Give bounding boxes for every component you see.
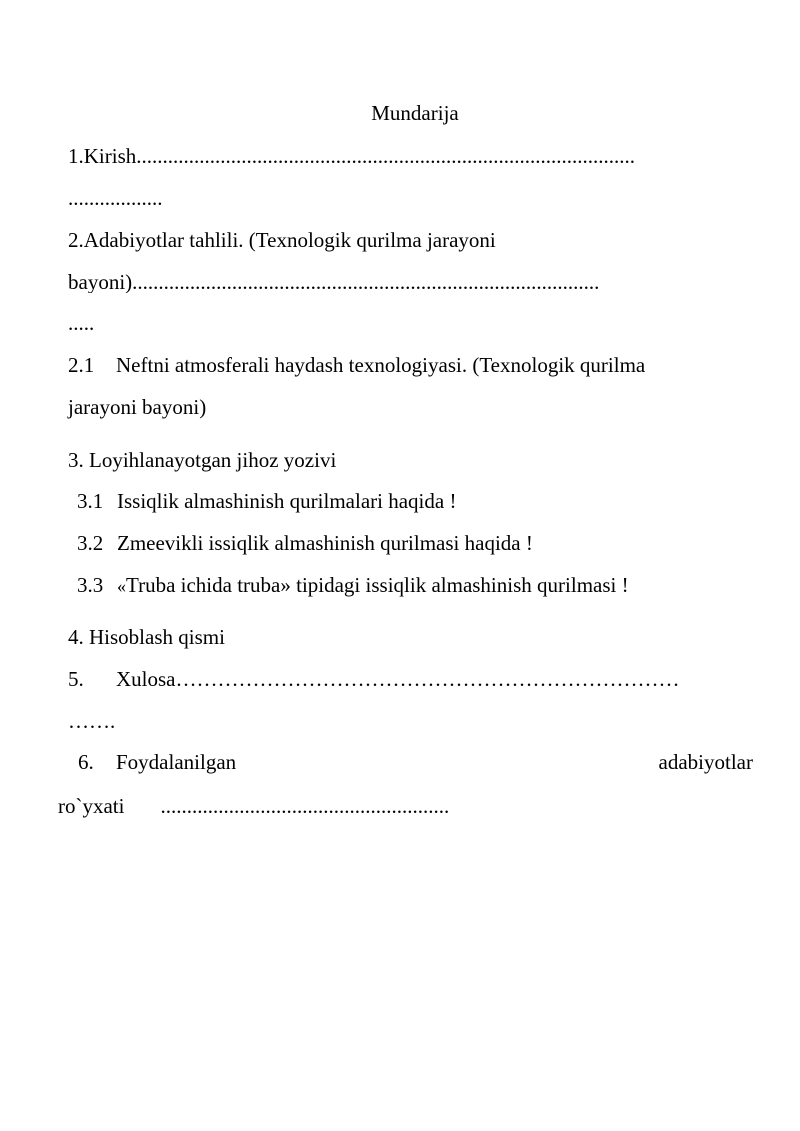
toc-entry-literature-line1: 2.Adabiyotlar tahlili. (Texnologik qurilma jarayoni [68, 228, 496, 252]
toc-5-number: 5. [68, 669, 84, 690]
toc-5-leader: ……………………………………………………………… [175, 669, 680, 690]
toc-entry-3: 3. Loyihlanayotgan jihoz yozivi [68, 448, 337, 472]
toc-3-3-title: Truba ichida truba» tipidagi issiqlik almashinish qurilmasi ! [126, 573, 629, 597]
toc-entry-3-2 [77, 533, 533, 554]
toc-literature-label-cont: bayoni) [68, 272, 133, 293]
toc-5-leader-cont: ……. [68, 709, 116, 733]
toc-entry-literature-line2 [68, 272, 748, 293]
toc-6-leader: ....................................................... [160, 794, 450, 818]
toc-5-title: Xulosa [116, 669, 176, 690]
toc-intro-leader-cont: .................. [68, 186, 163, 210]
toc-6-line2 [58, 796, 449, 817]
toc-entry-5 [68, 669, 740, 690]
toc-3-3-number: 3.3 [77, 573, 104, 597]
toc-entry-6 [78, 752, 236, 773]
toc-entry-2-1 [68, 355, 645, 376]
toc-3-1-title: Issiqlik almashinish qurilmalari haqida ! [117, 489, 457, 513]
toc-intro-leader: ............................................................................................... [136, 146, 635, 167]
toc-entry-3-1 [77, 491, 456, 512]
toc-literature-leader: ......................................................................................... [132, 272, 600, 293]
toc-3-3-quote: « [117, 576, 126, 596]
toc-3-1-number: 3.1 [77, 489, 104, 513]
toc-intro-label: 1.Kirish [68, 146, 137, 167]
toc-2-1-title-cont: jarayoni bayoni) [68, 395, 207, 419]
toc-6-word2: adabiyotlar [658, 750, 753, 774]
toc-entry-3-3 [77, 575, 629, 596]
toc-3-2-number: 3.2 [77, 531, 104, 555]
toc-literature-leader-cont: ..... [68, 311, 95, 335]
toc-6-title-cont: ro`yxati [58, 794, 125, 818]
toc-3-2-title: Zmeevikli issiqlik almashinish qurilmasi haqida ! [117, 531, 533, 555]
toc-6-number: 6. [78, 750, 94, 774]
toc-2-1-title: Neftni atmosferali haydash texnologiyasi. (Texnologik qurilma [116, 353, 646, 377]
toc-entry-4: 4. Hisoblash qismi [68, 625, 225, 649]
toc-6-word1: Foydalanilgan [116, 750, 237, 774]
toc-entry-intro [68, 146, 756, 167]
page-title: Mundarija [371, 101, 459, 125]
toc-2-1-number: 2.1 [68, 353, 95, 377]
